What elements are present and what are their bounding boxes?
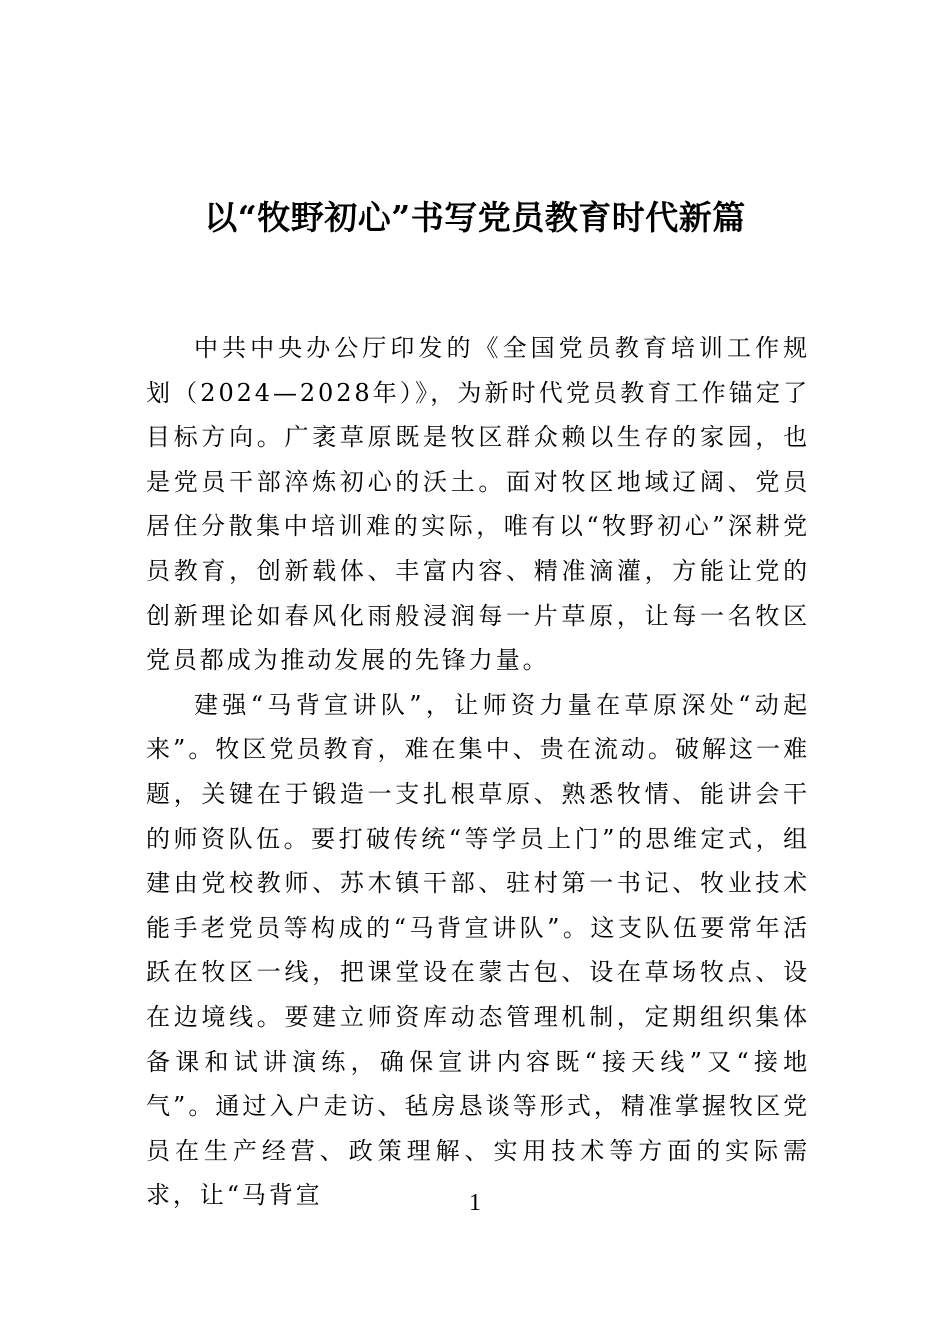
paragraph-2: 建强“马背宣讲队”，让师资力量在草原深处“动起来”。牧区党员教育，难在集中、贵在流动。破解这一难题，关键在于锻造一支扎根草原、熟悉牧情、能讲会干的师资队伍。要打破传统“等学员上门”的思维定式，组建由党校教师、苏木镇干部、驻村第一书记、牧业技术能手老党员等构成的“马背宣讲队”。这支队伍要常年活跃在牧区一线，把课堂设在蒙古包、设在草场牧点、设在边境线。要建立师资库动态管理机制，定期组织集体备课和试讲演练，确保宣讲内容既“接天线”又“接地气”。通过入户走访、毡房恳谈等形式，精准掌握牧区党员在生产经营、政策理解、实用技术等方面的实际需求，让“马背宣	[146, 690, 810, 1210]
document-title: 以“牧野初心”书写党员教育时代新篇	[204, 198, 746, 237]
document-body	[146, 326, 810, 1218]
paragraph-1: 中共中央办公厅印发的《全国党员教育培训工作规划（2024—2028年）》，为新时代党员教育工作锚定了目标方向。广袤草原既是牧区群众赖以生存的家园，也是党员干部淬炼初心的沃土。面对牧区地域辽阔、党员居住分散集中培训难的实际，唯有以“牧野初心”深耕党员教育，创新载体、丰富内容、精准滴灌，方能让党的创新理论如春风化雨般浸润每一片草原，让每一名牧区党员都成为推动发展的先锋力量。	[146, 334, 810, 675]
page-number: 1	[469, 1190, 481, 1216]
